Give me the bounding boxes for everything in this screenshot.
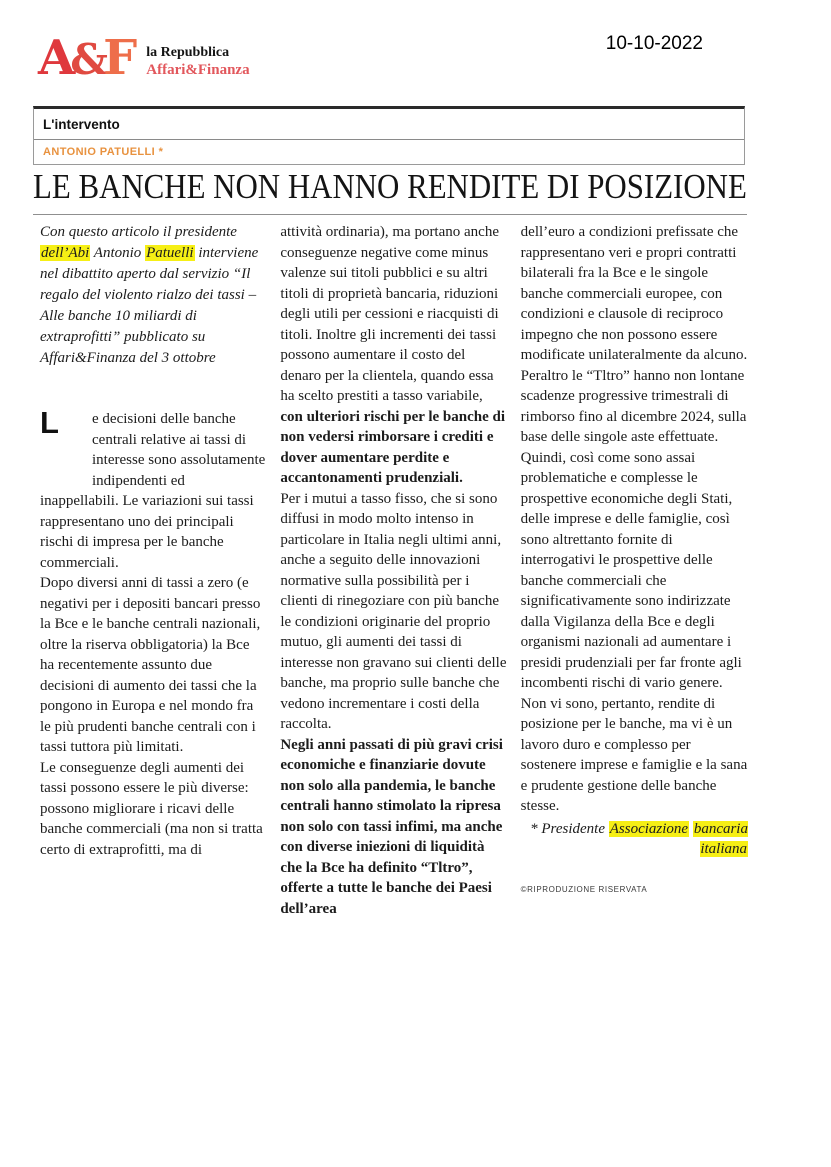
text-segment: Dopo diversi anni di tassi a zero (e negativi per i depositi bancari presso la Bce e le banche centrali nazionali, oltre la riserva obbligatoria) la Bce ha recentemente assunto due decisioni di aumento dei tassi che la pongono in Europa e nel mondo fra le più prudenti banche centrali con i tassi tuttora più limitati. — [40, 575, 261, 755]
body-paragraph — [521, 222, 748, 448]
kicker-box — [33, 106, 745, 165]
body-paragraph — [40, 405, 267, 573]
text-segment: ©RIPRODUZIONE RISERVATA — [520, 884, 648, 894]
text-segment: attività ordinaria), ma portano anche conseguenze negative come minus valenze sui titoli pubblici e su altri titoli di proprietà bancaria, riduzioni degli utili per cessioni e riacquisti di titoli. Inoltre gli incrementi dei tassi possono aumentare il costo del denaro per la clientela, quando essa ha scelto prestiti a tasso variabile, — [280, 224, 499, 404]
brand-block — [146, 36, 249, 79]
text-segment: con ulteriori rischi per le banche di non vedersi rimborsare i crediti e dover aumentare perdite e accantonamenti prudenziali. — [280, 408, 506, 486]
author-signature — [521, 819, 748, 860]
highlighted-text: bancaria italiana — [693, 820, 748, 857]
body-paragraph — [280, 489, 507, 735]
body-paragraph — [280, 735, 507, 920]
article-columns — [40, 222, 748, 919]
brand-la-repubblica: la Repubblica — [146, 45, 230, 60]
article-column-2 — [280, 222, 507, 919]
text-segment: Quindi, così come sono assai problematiche e complesse le prospettive economiche degli Stati, delle imprese e delle famiglie, così sono altrettanto fornite di interrogativi le prospettive delle banche commerciali che significativamente sono indirizzate dalla Vigilanza della Bce e degli organismi nazionali ad aumentare i presidi prudenziali per far fronte agli incombenti rischi di vario genere. Non vi sono, pertanto, rendite di posizione per le banche, ma vi è un lavoro duro e complesso per sostenere imprese e famiglie e la sana e prudente gestione delle banche stesse. — [520, 449, 748, 814]
page-date: 10-10-2022 — [605, 33, 703, 54]
article-column-3 — [521, 222, 748, 919]
masthead — [38, 30, 250, 86]
text-segment: Le conseguenze degli aumenti dei tassi possono essere le più diverse: possono migliorare i ricavi delle banche commerciali (ma non si tratta certo di extraprofitti, ma di — [40, 759, 263, 858]
text-segment: Negli anni passati di più gravi crisi economiche e finanziarie dovute non solo alla pandemia, le banche centrali hanno stimolato la ripresa non solo con tassi infimi, ma anche con diverse iniezioni di liquidità che la Bce ha definito “Tltro”, offerte a tutte le banche dei Paesi dell’area — [280, 736, 503, 917]
text-segment: dell’euro a condizioni prefissate che rappresentano veri e propri contratti bilaterali fra la Bce e le singole banche commerciali europee, con condizioni e clausole di reciproco impegno che non possono essere modificate unilateralmente da alcuno. Peraltro le “Tltro” hanno non lontane scadenze progressive trimestrali di rimborso fino al dicembre 2024, sulla base delle singole aste effettuate. — [520, 224, 748, 445]
drop-cap: L — [40, 405, 59, 440]
logo-letter-a: A — [38, 30, 71, 86]
brand-affari-finanza: Affari&Finanza — [146, 62, 250, 78]
highlighted-text: dell’Abi — [41, 245, 90, 261]
highlighted-text: Associazione — [609, 820, 689, 837]
section-label: L'intervento — [34, 109, 744, 140]
byline: ANTONIO PATUELLI * — [43, 146, 164, 158]
logo-letter-f: F — [103, 30, 133, 86]
text-segment: Per i mutui a tasso fisso, che si sono diffusi in modo molto intenso in particolare in Italia negli ultimi anni, anche a seguito delle innovazioni normative sulla possibilità per i clienti di rinegoziare con più banche le condizioni originarie del proprio mutuo, gli aumenti dei tassi di interesse non gravano sui clienti delle banche, ma proprio sulle banche che vedono incrementare i costi della raccolta. — [280, 490, 507, 732]
highlighted-text: Patuelli — [146, 245, 194, 261]
text-segment: * Presidente — [530, 820, 609, 837]
text-segment: Con questo articolo il presidente — [40, 224, 237, 240]
logo-ampersand: & — [70, 35, 104, 84]
body-paragraph — [40, 758, 267, 861]
intro-paragraph — [40, 222, 267, 369]
af-logo — [38, 30, 133, 86]
body-paragraph — [40, 573, 267, 758]
headline-rule — [33, 167, 747, 215]
text-segment: Antonio — [90, 245, 146, 261]
copyright-notice — [521, 880, 748, 901]
headline: LE BANCHE NON HANNO RENDITE DI POSIZIONE — [33, 167, 747, 206]
article-column-1 — [40, 222, 267, 919]
body-paragraph — [521, 448, 748, 817]
text-segment: interviene nel dibattito aperto dal servizio “Il regalo del violento rialzo dei tassi – Alle banche 10 miliardi di extraprofitti” pubblicato su Affari&Finanza del 3 ottobre — [40, 245, 259, 366]
text-segment: e decisioni delle banche centrali relative ai tassi di interesse sono assolutamente indipendenti ed inappellabili. Le variazioni sui tassi rappresentano uno dei principali rischi di impresa per le banche commerciali. — [40, 411, 266, 571]
body-paragraph — [280, 222, 507, 489]
